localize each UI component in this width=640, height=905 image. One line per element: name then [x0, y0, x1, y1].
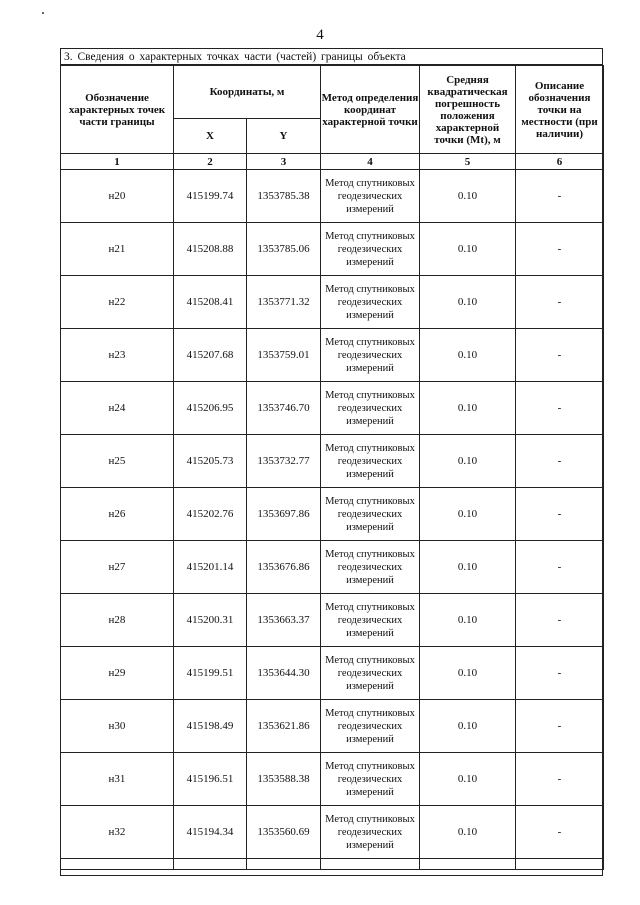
description-cell: -: [516, 541, 604, 594]
x-cell: 415194.34: [174, 806, 247, 859]
column-number: 1: [61, 154, 174, 170]
table-row: [61, 276, 604, 329]
error-cell: 0.10: [420, 806, 516, 859]
column-number: 4: [321, 154, 420, 170]
method-cell: Метод спутниковых геодезических измерений: [321, 806, 420, 859]
point-cell: н22: [61, 276, 174, 329]
y-cell: 1353697.86: [247, 488, 321, 541]
description-cell: -: [516, 700, 604, 753]
description-cell: -: [516, 223, 604, 276]
header-x: X: [174, 119, 247, 154]
header-point: Обозначение характерных точек части границы: [61, 66, 174, 154]
section-title: 3. Сведения о характерных точках части (частей) границы объекта: [61, 49, 602, 65]
error-cell: 0.10: [420, 329, 516, 382]
method-cell: Метод спутниковых геодезических измерений: [321, 223, 420, 276]
error-cell: 0.10: [420, 223, 516, 276]
error-cell: 0.10: [420, 382, 516, 435]
y-cell: 1353785.38: [247, 170, 321, 223]
x-cell: 415207.68: [174, 329, 247, 382]
point-cell: н20: [61, 170, 174, 223]
error-cell: 0.10: [420, 753, 516, 806]
description-cell: -: [516, 276, 604, 329]
header-method: Метод определения координат характерной точки: [321, 66, 420, 154]
header-error: Средняя квадратическая погрешность положения характерной точки (Mt), м: [420, 66, 516, 154]
y-cell: 1353771.32: [247, 276, 321, 329]
error-cell: 0.10: [420, 647, 516, 700]
y-cell: 1353676.86: [247, 541, 321, 594]
point-cell: н30: [61, 700, 174, 753]
point-cell: н25: [61, 435, 174, 488]
y-cell: 1353759.01: [247, 329, 321, 382]
column-number: 3: [247, 154, 321, 170]
x-cell: 415205.73: [174, 435, 247, 488]
method-cell: Метод спутниковых геодезических измерений: [321, 647, 420, 700]
y-cell: 1353588.38: [247, 753, 321, 806]
y-cell: 1353621.86: [247, 700, 321, 753]
point-cell: н27: [61, 541, 174, 594]
method-cell: Метод спутниковых геодезических измерений: [321, 329, 420, 382]
description-cell: -: [516, 594, 604, 647]
error-cell: 0.10: [420, 435, 516, 488]
table-row: [61, 594, 604, 647]
point-cell: н28: [61, 594, 174, 647]
table-row: [61, 382, 604, 435]
x-cell: 415199.51: [174, 647, 247, 700]
empty-cell: [321, 859, 420, 870]
page-number: 4: [316, 27, 324, 43]
x-cell: 415200.31: [174, 594, 247, 647]
table-row: [61, 488, 604, 541]
x-cell: 415202.76: [174, 488, 247, 541]
description-cell: -: [516, 170, 604, 223]
x-cell: 415208.41: [174, 276, 247, 329]
method-cell: Метод спутниковых геодезических измерений: [321, 541, 420, 594]
x-cell: 415199.74: [174, 170, 247, 223]
x-cell: 415208.88: [174, 223, 247, 276]
method-cell: Метод спутниковых геодезических измерений: [321, 382, 420, 435]
table-row: [61, 541, 604, 594]
table-row: [61, 223, 604, 276]
method-cell: Метод спутниковых геодезических измерений: [321, 700, 420, 753]
error-cell: 0.10: [420, 594, 516, 647]
point-cell: н23: [61, 329, 174, 382]
x-cell: 415206.95: [174, 382, 247, 435]
description-cell: -: [516, 647, 604, 700]
empty-cell: [174, 859, 247, 870]
empty-cell: [516, 859, 604, 870]
table-row: [61, 806, 604, 859]
header-y: Y: [247, 119, 321, 154]
y-cell: 1353732.77: [247, 435, 321, 488]
table-row: [61, 753, 604, 806]
table-row: [61, 700, 604, 753]
y-cell: 1353785.06: [247, 223, 321, 276]
y-cell: 1353644.30: [247, 647, 321, 700]
boundary-points-table: [60, 65, 604, 870]
method-cell: Метод спутниковых геодезических измерений: [321, 276, 420, 329]
description-cell: -: [516, 382, 604, 435]
error-cell: 0.10: [420, 170, 516, 223]
header-coordinates: Координаты, м: [174, 66, 321, 119]
empty-cell: [247, 859, 321, 870]
method-cell: Метод спутниковых геодезических измерений: [321, 753, 420, 806]
empty-cell: [61, 859, 174, 870]
point-cell: н21: [61, 223, 174, 276]
point-cell: н24: [61, 382, 174, 435]
description-cell: -: [516, 806, 604, 859]
description-cell: -: [516, 329, 604, 382]
table-row: [61, 435, 604, 488]
column-number: 5: [420, 154, 516, 170]
empty-cell: [420, 859, 516, 870]
table-row: [61, 329, 604, 382]
point-cell: н31: [61, 753, 174, 806]
y-cell: 1353663.37: [247, 594, 321, 647]
scan-speck: [42, 12, 44, 14]
table-row: [61, 170, 604, 223]
error-cell: 0.10: [420, 541, 516, 594]
header-description: Описание обозначения точки на местности (при наличии): [516, 66, 604, 154]
column-number: 6: [516, 154, 604, 170]
column-number-row: [61, 154, 604, 170]
error-cell: 0.10: [420, 488, 516, 541]
error-cell: 0.10: [420, 700, 516, 753]
point-cell: н32: [61, 806, 174, 859]
method-cell: Метод спутниковых геодезических измерений: [321, 170, 420, 223]
x-cell: 415201.14: [174, 541, 247, 594]
point-cell: н29: [61, 647, 174, 700]
description-cell: -: [516, 435, 604, 488]
description-cell: -: [516, 753, 604, 806]
table-row: [61, 647, 604, 700]
method-cell: Метод спутниковых геодезических измерений: [321, 488, 420, 541]
method-cell: Метод спутниковых геодезических измерений: [321, 594, 420, 647]
description-cell: -: [516, 488, 604, 541]
y-cell: 1353746.70: [247, 382, 321, 435]
column-number: 2: [174, 154, 247, 170]
error-cell: 0.10: [420, 276, 516, 329]
x-cell: 415198.49: [174, 700, 247, 753]
point-cell: н26: [61, 488, 174, 541]
method-cell: Метод спутниковых геодезических измерений: [321, 435, 420, 488]
empty-row: [61, 859, 604, 870]
y-cell: 1353560.69: [247, 806, 321, 859]
x-cell: 415196.51: [174, 753, 247, 806]
